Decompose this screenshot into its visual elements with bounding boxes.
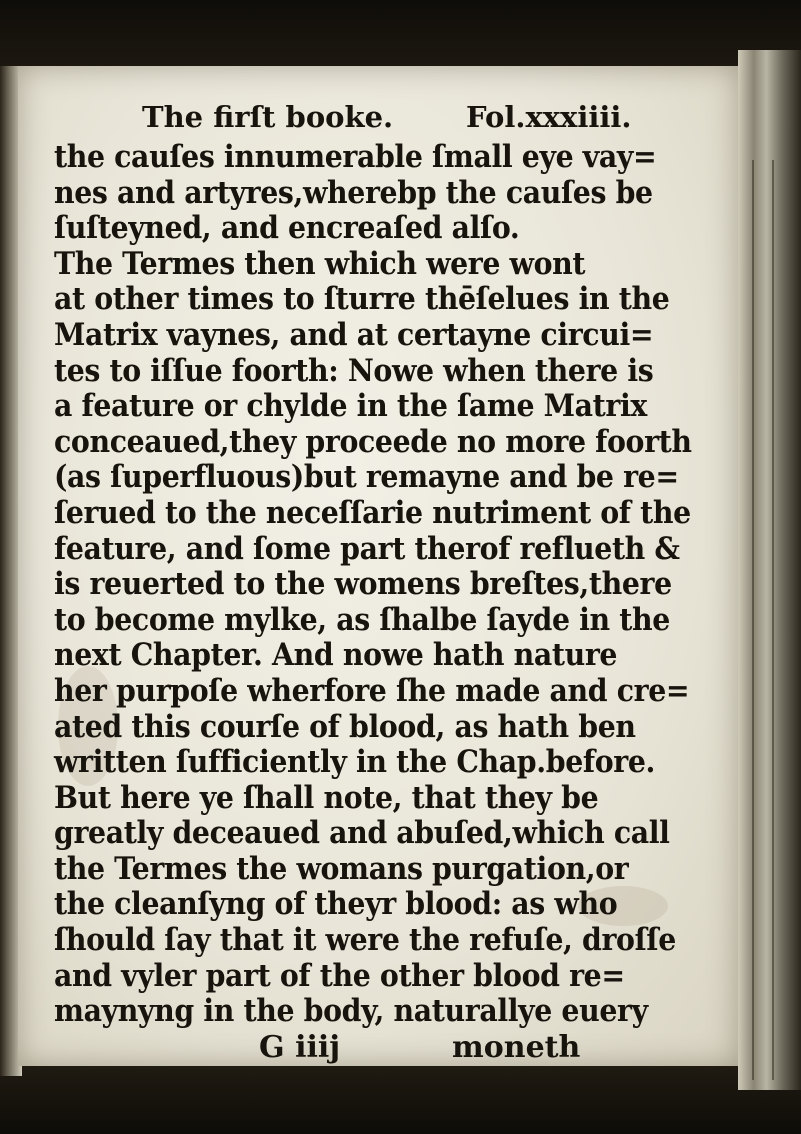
text-line: next Chapter. And nowe hath nature (54, 637, 618, 674)
running-title: The firſt booke. (142, 100, 394, 134)
signature-mark: G iiij (259, 1029, 341, 1065)
text-line: a feature or chylde in the ſame Matrix (54, 388, 647, 425)
text-line: at other times to ſturre thēſelues in the (54, 281, 670, 318)
text-line: to become mylke, as ſhalbe ſayde in the (54, 601, 670, 638)
text-line: the cleanſyng of theyr blood: as who (54, 886, 618, 923)
text-line: ated this courſe of blood, as hath ben (54, 708, 636, 745)
text-line: ſhould ſay that it were the refuſe, droſſe (54, 922, 676, 959)
text-line: written ſufficiently in the Chap.before. (54, 744, 656, 781)
text-line: the cauſes innumerable ſmall eye vay= (54, 139, 657, 175)
text-line: conceaued,they proceede no more foorth (54, 423, 692, 460)
text-line: and vyler part of the other blood re= (54, 957, 625, 994)
gutter-shadow-line (772, 160, 774, 1080)
body-text (54, 140, 744, 1030)
text-line: ſuſteyned, and encreaſed alſo. (54, 210, 520, 247)
text-line: is reuerted to the womens breſtes,there (54, 566, 672, 603)
text-line: ſerued to the neceſſarie nutriment of the (54, 494, 691, 531)
book-page (18, 66, 738, 1066)
page-text-block (54, 94, 744, 1066)
text-line: (as ſuperfluous)but remayne and be re= (54, 459, 679, 496)
text-line: maynyng in the body, naturallye euery (54, 993, 648, 1030)
text-line: nes and artyres,wherebp the cauſes be (54, 174, 653, 211)
page-footer (54, 1030, 744, 1066)
text-line: But here ye ſhall note, that they be (54, 779, 599, 816)
folio-number: Fol.xxxiiii. (466, 100, 632, 134)
text-line: Matrix vaynes, and at certayne circui= (54, 316, 654, 353)
text-line: the Termes the womans purgation,or (54, 850, 629, 887)
page-gutter (738, 50, 801, 1090)
text-line: The Termes then which were wont (54, 245, 586, 282)
catchword: moneth (452, 1029, 581, 1065)
gutter-shadow-line (752, 160, 754, 1080)
scan-background-bottom (0, 1064, 801, 1134)
text-line: greatly deceaued and abuſed,which call (54, 815, 670, 852)
text-line: tes to iſſue foorth: Nowe when there is (54, 352, 654, 389)
text-line: her purpoſe wherfore ſhe made and cre= (54, 672, 690, 709)
running-header (54, 94, 744, 140)
text-line: feature, and ſome part therof reflueth & (54, 530, 680, 567)
